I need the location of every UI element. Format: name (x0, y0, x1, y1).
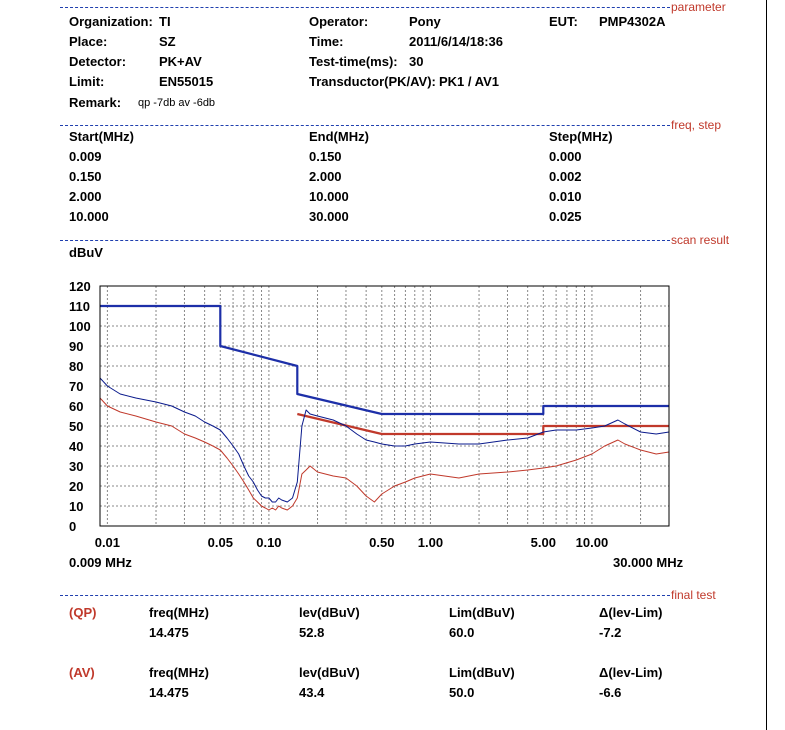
emission-scan-chart (0, 270, 785, 600)
x-tick-label: 0.01 (94, 535, 121, 550)
y-tick-label: 120 (69, 279, 91, 294)
y-axis-unit-label: dBuV (69, 245, 103, 260)
remark-label: Remark: (69, 95, 122, 110)
transducer-label: Transductor(PK/AV): (309, 74, 436, 89)
eut-label: EUT: (549, 14, 578, 29)
final-test-section-title: final test (671, 588, 716, 602)
x-tick-label: 1.00 (417, 535, 444, 550)
time-label: Time: (309, 34, 344, 49)
final-header-freq: freq(MHz) (149, 665, 209, 680)
x-tick-label: 0.10 (256, 535, 282, 550)
final-header-delta: Δ(lev-Lim) (599, 605, 663, 620)
y-tick-label: 0 (69, 519, 77, 534)
place-value: SZ (159, 34, 176, 49)
series-qp-line (100, 378, 669, 502)
y-tick-label: 40 (69, 439, 84, 454)
freq-header-end: End(MHz) (309, 129, 369, 144)
x-tick-label: 5.00 (530, 535, 556, 550)
av-delta-value: -6.6 (599, 685, 622, 700)
freq-row-start: 10.000 (69, 209, 109, 224)
y-tick-label: 60 (69, 399, 84, 414)
freq-row-end: 0.150 (309, 149, 342, 164)
y-tick-label: 70 (69, 379, 84, 394)
final-header-level: lev(dBuV) (299, 665, 360, 680)
time-value: 2011/6/14/18:36 (409, 34, 503, 49)
parameter-separator (60, 7, 670, 8)
av-freq-value: 14.475 (149, 685, 189, 700)
qp-delta-value: -7.2 (599, 625, 622, 640)
freq-header-step: Step(MHz) (549, 129, 613, 144)
freq-row-step: 0.002 (549, 169, 582, 184)
operator-value: Pony (409, 14, 441, 29)
operator-label: Operator: (309, 14, 369, 29)
av-detector-label: (AV) (69, 665, 95, 680)
final-test-separator (60, 595, 670, 596)
freq-row-end: 2.000 (309, 169, 342, 184)
x-tick-label: 10.00 (575, 535, 609, 550)
scan-result-section-title: scan result (671, 233, 730, 247)
detector-label: Detector: (69, 54, 127, 69)
av-limit-value: 50.0 (449, 685, 475, 700)
y-tick-label: 80 (69, 359, 84, 374)
testtime-label: Test-time(ms): (309, 54, 398, 69)
x-axis-start-label: 0.009 MHz (69, 555, 132, 570)
organization-label: Organization: (69, 14, 153, 29)
freq-row-step: 0.025 (549, 209, 582, 224)
freq-row-start: 0.009 (69, 149, 102, 164)
y-tick-label: 100 (69, 319, 91, 334)
qp-limit-value: 60.0 (449, 625, 475, 640)
x-axis-end-label: 30.000 MHz (613, 555, 684, 570)
y-tick-label: 110 (69, 299, 90, 314)
eut-value: PMP4302A (599, 14, 666, 29)
qp-freq-value: 14.475 (149, 625, 189, 640)
y-tick-label: 20 (69, 479, 84, 494)
testtime-value: 30 (409, 54, 424, 69)
transducer-value: PK1 / AV1 (439, 74, 499, 89)
y-tick-label: 90 (69, 339, 84, 354)
freq-step-section-title: freq, step (671, 118, 722, 132)
limit-label: Limit: (69, 74, 105, 89)
scan-result-separator (60, 240, 670, 241)
detector-value: PK+AV (159, 54, 202, 69)
place-label: Place: (69, 34, 108, 49)
x-tick-label: 0.05 (207, 535, 233, 550)
freq-row-end: 10.000 (309, 189, 349, 204)
final-header-delta: Δ(lev-Lim) (599, 665, 663, 680)
freq-row-step: 0.010 (549, 189, 582, 204)
remark-value: qp -7db av -6db (138, 97, 216, 109)
y-tick-label: 30 (69, 459, 84, 474)
freq-step-separator (60, 125, 670, 126)
freq-row-start: 2.000 (69, 189, 102, 204)
freq-row-end: 30.000 (309, 209, 349, 224)
y-tick-label: 50 (69, 419, 84, 434)
qp-level-value: 52.8 (299, 625, 325, 640)
av-level-value: 43.4 (299, 685, 325, 700)
organization-value: TI (159, 14, 171, 29)
freq-row-start: 0.150 (69, 169, 102, 184)
y-tick-label: 10 (69, 499, 84, 514)
x-tick-label: 0.50 (369, 535, 395, 550)
final-header-freq: freq(MHz) (149, 605, 209, 620)
freq-header-start: Start(MHz) (69, 129, 134, 144)
final-header-level: lev(dBuV) (299, 605, 360, 620)
final-header-limit: Lim(dBuV) (449, 665, 515, 680)
series-limit_qp-line (100, 306, 669, 414)
limit-value: EN55015 (159, 74, 214, 89)
final-header-limit: Lim(dBuV) (449, 605, 515, 620)
qp-detector-label: (QP) (69, 605, 97, 620)
freq-row-step: 0.000 (549, 149, 582, 164)
parameter-section-title: parameter (671, 0, 726, 14)
